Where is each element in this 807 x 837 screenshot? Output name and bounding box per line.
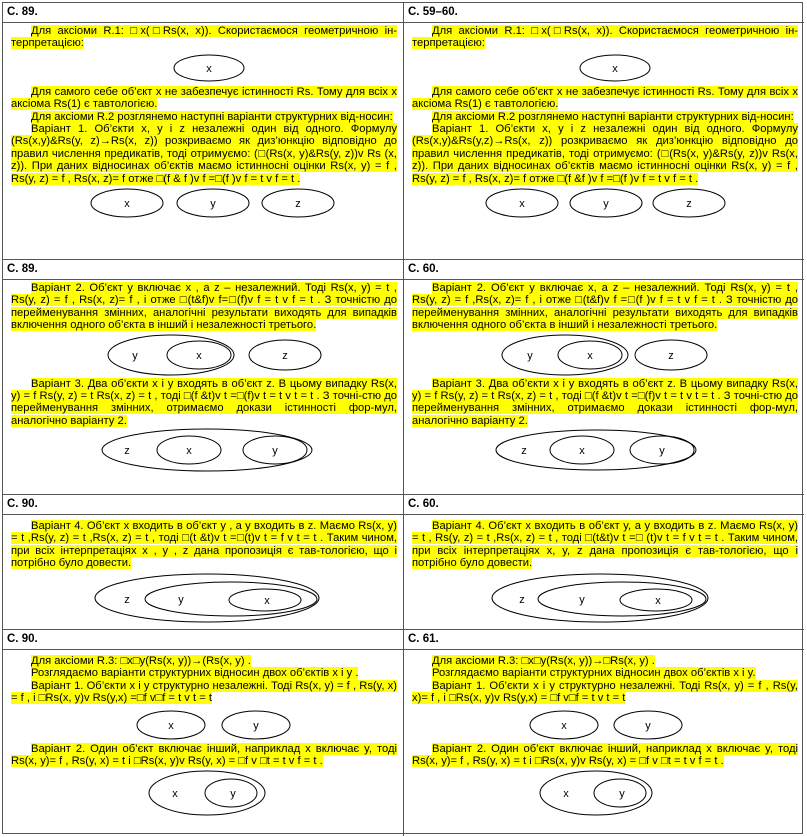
ellipse-y xyxy=(108,335,234,375)
text-variant-2: Варіант 2. Об’єкт y включає x , а z – незалежний. Тоді Rs(x, y) = t , Rs(y, z) = f , Rs(x, z)= f , і отже □(t&f)v f=□(f)v f = t v f = t . З точністю до перейменування змінних, аналогічні результати виходять для випадків включення одного об’єкта в інший і незалежності третього. xyxy=(11,282,397,332)
header-left-2: С. 89. xyxy=(3,260,404,280)
label-x: x xyxy=(186,445,192,458)
text-axiom-r2: Для аксіоми R.2 розглянемо наступні варіанти структурних від-носин: xyxy=(31,110,393,123)
label-z: z xyxy=(686,198,692,211)
ellipse-z xyxy=(102,429,312,471)
label-z: z xyxy=(668,349,674,362)
diagram-independent-xy xyxy=(11,705,391,743)
ellipse-y xyxy=(538,582,706,616)
text-r3-variant-1: Варіант 1. Об’єкти x і y структурно незалежні. Тоді Rs(x, y) = f , Rs(y, x) = f , і □Rs(x, y)v Rs(y,x) =□f v□f = t v t = t xyxy=(11,679,397,705)
label-x: x xyxy=(563,788,569,801)
header-left-3: С. 90. xyxy=(3,495,404,515)
label-x: x xyxy=(587,349,593,362)
label-x: x xyxy=(561,719,567,732)
label-x: x xyxy=(519,198,525,211)
diagram-independent-xy xyxy=(412,705,792,743)
diagram-nested-xyz xyxy=(11,570,391,624)
text-relations-intro: Розглядаємо варіанти структурних відносин двох об’єктів x і y. xyxy=(432,667,756,680)
label-y: y xyxy=(619,788,625,801)
label-y: y xyxy=(645,719,651,732)
text-axiom-r3: Для аксіоми R.3: □x□y(Rs(x, y))→□Rs(x, y) . xyxy=(432,655,655,667)
label-x: x xyxy=(579,445,585,458)
label-x: x xyxy=(206,62,212,75)
label-z: z xyxy=(521,445,527,458)
label-z: z xyxy=(282,349,288,362)
label-y: y xyxy=(527,349,533,362)
text-axiom-r3: Для аксіоми R.3: □x□y(Rs(x, y))→(Rs(x, y) . xyxy=(31,655,251,667)
label-y: y xyxy=(579,593,585,606)
diagram-nested-xyz xyxy=(412,570,792,624)
cell-right-2 xyxy=(404,280,804,495)
comparison-table xyxy=(2,2,803,834)
ellipse-x-outer xyxy=(540,771,652,815)
label-y: y xyxy=(253,719,259,732)
text-r3-variant-2: Варіант 2. Один об’єкт включає інший, наприклад x включає y, тоді Rs(x, y)= f , Rs(y, x) = t і □Rs(x, y)v Rs(y, x) = □f v □t = t v f = t . xyxy=(11,742,397,768)
header-right-4: С. 61. xyxy=(404,630,804,650)
label-x: x xyxy=(168,719,174,732)
ellipse-y xyxy=(145,582,317,616)
diagram-z-contains-xy xyxy=(412,427,792,473)
label-x: x xyxy=(172,788,178,801)
label-y: y xyxy=(603,198,609,211)
diagram-x-contains-y xyxy=(412,767,792,817)
text-relations-intro: Розглядаємо варіанти структурних відносин двох об’єктів x і y . xyxy=(31,667,359,680)
header-right-1: С. 59–60. xyxy=(404,3,804,23)
label-y: y xyxy=(210,198,216,211)
label-x: x xyxy=(196,349,202,362)
diagram-z-contains-xy xyxy=(11,427,391,473)
label-y: y xyxy=(230,788,236,801)
cell-right-1 xyxy=(404,23,804,260)
header-left-4: С. 90. xyxy=(3,630,404,650)
label-z: z xyxy=(124,445,130,458)
text-variant-1: Варіант 1. Об’єкти x, y і z незалежні один від одного. Формулу (Rs(x,y)&Rs(y,z)→Rs(x, z)) розкриваємо як диз’юнкцію відповідно до правил числення предикатів, тоді отримуємо: (□(Rs(x, y)&Rs(y, z))v Rs(x, z)). При даних відносинах об’єктів маємо істинносні оцінки Rs(x, y) = f , Rs(y, z) = f , Rs(x, z)= f отже □(f &f )v f =□(f )v f = t v f = t . xyxy=(412,123,798,185)
text-variant-4: Варіант 4. Об’єкт x входить в об’єкт y , а y входить в z. Маємо Rs(x, y) = t ,Rs(y, z) = t ,Rs(x, z) = t , тоді □(t &t)v t =□(t)v t = f v t = t . Таким чином, при всіх інтерпретаціях x , y , z дана пропозиція є тав-тологією, що і потрібно було довести. xyxy=(11,520,397,570)
label-x: x xyxy=(612,62,618,75)
diagram-independent-xyz xyxy=(412,185,792,221)
label-x: x xyxy=(124,198,130,211)
label-y: y xyxy=(272,445,278,458)
cell-right-3 xyxy=(404,515,804,630)
label-z: z xyxy=(124,593,130,606)
label-y: y xyxy=(132,349,138,362)
label-z: z xyxy=(295,198,301,211)
text-self-object: Для самого себе об’єкт x не забезпечує істинності Rs. Тому для всіх x аксіома Rs(1) є тавтологією. xyxy=(412,85,798,111)
ellipse-y xyxy=(502,335,628,375)
diagram-x-contains-y xyxy=(11,767,391,817)
header-left-1: С. 89. xyxy=(3,3,404,23)
label-y: y xyxy=(178,593,184,606)
cell-left-2 xyxy=(3,280,404,495)
label-z: z xyxy=(519,593,525,606)
text-r3-variant-1: Варіант 1. Об’єкти x і y структурно незалежні. Тоді Rs(x, y) = f , Rs(y, x)= f , і □Rs(x, y)v Rs(y,x) = □f v□f = t v t = t xyxy=(412,679,798,705)
diagram-y-contains-x xyxy=(11,332,391,378)
text-axiom-r1: Для аксіоми R.1: □x(□Rs(x, x)). Скористаємося геометричною ін-терпретацією: xyxy=(412,25,798,50)
ellipse-x-outer xyxy=(149,771,265,815)
text-variant-1: Варіант 1. Об’єкти x, y і z незалежні один від одного. Формулу (Rs(x,y)&Rs(y, z)→Rs(x, z)) розкриваємо як диз’юнкцію відповідно до правил числення предикатів, тоді отримуємо: (□(Rs(x, y)&Rs(y, z))v Rs (x, z)). При даних відносинах об’єктів маємо істинносні оцінки Rs(x, y) = f , Rs(y, z) = f , Rs(x, z)= f отже □(f & f )v f =□(f )v f = t v f = t . xyxy=(11,123,397,185)
label-x: x xyxy=(655,594,661,607)
label-x: x xyxy=(264,594,270,607)
text-variant-2: Варіант 2. Об’єкт y включає x, а z – незалежний. Тоді Rs(x, y) = t , Rs(y, z) = f ,Rs(x, z)= f , і отже □(t&f)v f =□(f )v f = t v f = t . З точністю до перейменування змінних, аналогічні результати виходять для випадків включення одного об’єкта в інший і незалежності третього. xyxy=(412,282,798,332)
diagram-y-contains-x xyxy=(412,332,792,378)
text-variant-3: Варіант 3. Два об’єкти x і y входять в об’єкт z. В цьому випадку Rs(x, y) = f Rs(y, z) = t Rs(x, z) = t , тоді □(f &t)v t =□(f)v t = t v t = t . З точні-стю до перейменування змінних, отримаємо докази істинності фор-мул, аналогічно варіанту 2. xyxy=(11,377,397,427)
diagram-self-object xyxy=(412,50,792,86)
text-variant-3: Варіант 3. Два об’єкти x і y входять в об’єкт z. В цьому випадку Rs(x, y) = f Rs(y, z) = t Rs(x, z) = t , тоді □(f &t)v t =□(f)v t = t v t = t . З точні-стю до перейменування змінних, отримаємо докази істинності фор-мул, аналогічно варіанту 2. xyxy=(412,377,798,427)
text-variant-4: Варіант 4. Об’єкт x входить в об’єкт y, а y входить в z. Маємо Rs(x, y) = t , Rs(y, z) = t ,Rs(x, z) = t , тоді □(t&t)v t =□ (t)v t = f v t = t . Таким чином, при всіх інтерпретаціях x, y, z дана пропозиція є тав-тологією, що і потрібно було довести. xyxy=(412,520,798,570)
diagram-independent-xyz xyxy=(11,185,391,221)
cell-right-4 xyxy=(404,650,804,836)
cell-left-1 xyxy=(3,23,404,260)
header-right-3: С. 60. xyxy=(404,495,804,515)
cell-left-3 xyxy=(3,515,404,630)
text-r3-variant-2: Варіант 2. Один об’єкт включає інший, наприклад x включає y, тоді Rs(x, y)= f , Rs(y, x) = t і □Rs(x, y)v Rs(y, x) = □f v □t = t v f = t . xyxy=(412,742,798,768)
text-axiom-r2: Для аксіоми R.2 розглянемо наступні варіанти структурних від-носин: xyxy=(432,110,794,123)
text-axiom-r1: Для аксіоми R.1: □x(□Rs(x, x)). Скористаємося геометричною ін-терпретацією: xyxy=(11,25,397,50)
text-self-object: Для самого себе об’єкт x не забезпечує істинності Rs. Тому для всіх x аксіома Rs(1) є тавтологією. xyxy=(11,85,397,111)
cell-left-4 xyxy=(3,650,404,836)
diagram-self-object xyxy=(11,50,391,86)
label-y: y xyxy=(659,445,665,458)
header-right-2: С. 60. xyxy=(404,260,804,280)
